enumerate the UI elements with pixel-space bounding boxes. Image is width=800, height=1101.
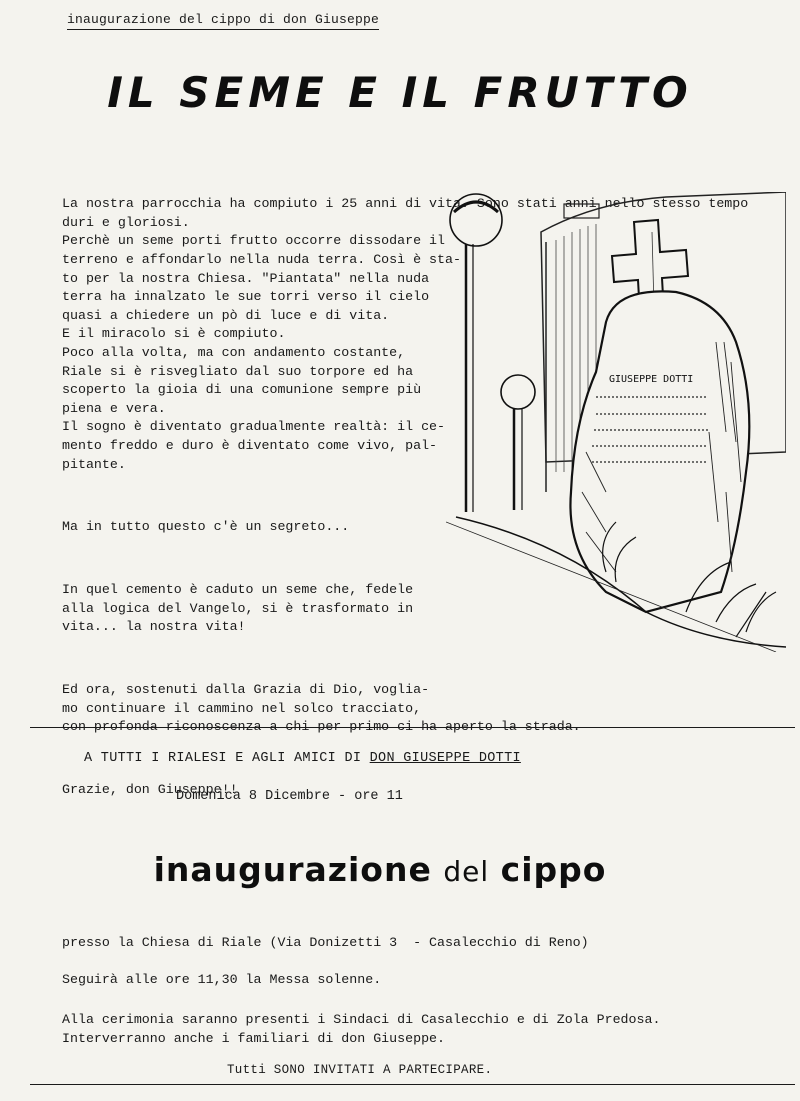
paragraph-2: Ma in tutto questo c'è un segreto... xyxy=(62,519,350,535)
paragraph-1: La nostra parrocchia ha compiuto i 25 anni di vita. Sono stati anni nello stesso tempo duri e gloriosi. Perchè un seme porti frutto occorre dissodare il terreno e affondarlo nella nuda terra. Così è sta- to per la nostra Chiesa. "Piantata" nella nuda terra ha innalzato le sue torri verso il cielo quasi a chiedere un pò di luce e di vita. E il miracolo si è compiuto. Poco alla volta, ma con andamento costante, Riale si è risvegliato dal suo torpore ed ha scoperto la gioia di una comunione sempre più piena e vera. Il sogno è diventato gradualmente realtà: il ce- mento freddo e duro è diventato come vivo, pal- pitante. xyxy=(62,196,749,472)
inauguration-subject: cippo xyxy=(500,850,607,889)
inauguration-connector: del xyxy=(443,855,490,888)
event-location: presso la Chiesa di Riale (Via Donizetti 3 - Casalecchio di Reno) xyxy=(62,935,589,950)
monument-inscription: GIUSEPPE DOTTI xyxy=(609,374,694,385)
mass-info: Seguirà alle ore 11,30 la Messa solenne. xyxy=(62,972,382,987)
footer-divider xyxy=(30,1084,795,1085)
monument-illustration xyxy=(446,192,786,652)
event-date: Domenica 8 Dicembre - ore 11 xyxy=(176,789,403,804)
paragraph-5: Grazie, don Giuseppe!! xyxy=(62,782,238,797)
closing-invitation: Tutti SONO INVITATI A PARTECIPARE. xyxy=(227,1063,493,1077)
ceremony-info: Alla cerimonia saranno presenti i Sindaci di Casalecchio e di Zola Predosa. Interverranno anche i familiari di don Giuseppe. xyxy=(62,1012,661,1046)
paragraph-3: In quel cemento è caduto un seme che, fedele alla logica del Vangelo, si è trasformato in vita... la nostra vita! xyxy=(62,582,414,635)
inauguration-title xyxy=(0,850,760,889)
invitation-prefix: A TUTTI I RIALESI E AGLI AMICI DI xyxy=(84,751,370,766)
section-divider xyxy=(30,727,795,728)
header-tag: inaugurazione del cippo di don Giuseppe xyxy=(67,12,379,30)
invitation-name: DON GIUSEPPE DOTTI xyxy=(369,751,521,766)
page-title: IL SEME E IL FRUTTO xyxy=(107,68,693,117)
paragraph-4: Ed ora, sostenuti dalla Grazia di Dio, vogliа- mo continuare il cammino nel solco tracciato, con profonda riconoscenza a chi per primo ci ha aperto la strada. xyxy=(62,682,581,735)
invitation-line xyxy=(84,751,521,766)
inauguration-word: inaugurazione xyxy=(153,850,432,889)
